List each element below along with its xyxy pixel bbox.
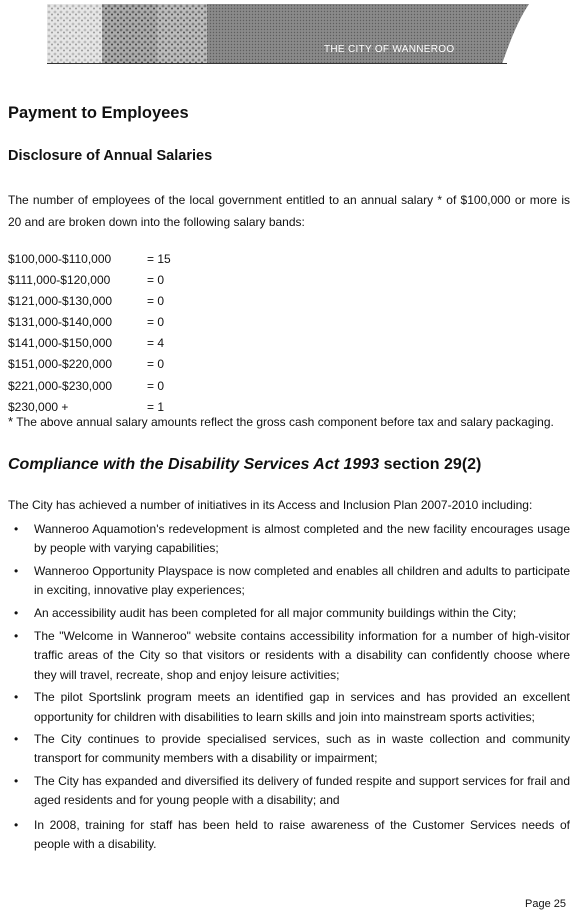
list-item-text: An accessibility audit has been completed for all major community buildings within the City; <box>34 605 517 620</box>
list-item-text: Wanneroo Aquamotion's redevelopment is almost completed and the new facility encourages usage by people with varying capabilities; <box>34 522 570 556</box>
salary-band-row <box>8 376 171 397</box>
banner-graphic <box>47 4 529 64</box>
list-item-text: The City has expanded and diversified its delivery of funded respite and support services for frail and aged residents and for young people with a disability; and <box>34 773 570 808</box>
bullet-icon: • <box>14 732 19 747</box>
list-item-text: The City continues to provide specialised services, such as in waste collection and community transport for community members with a disability or impairment; <box>34 732 570 766</box>
salary-band-row <box>8 249 171 270</box>
page-title: Payment to Employees <box>8 104 189 122</box>
list-item-text: The pilot Sportslink program meets an identified gap in services and has provided an excellent opportunity for children with disabilities to learn skills and join into mainstream sports activities; <box>34 690 570 724</box>
band-count: = 0 <box>147 315 165 330</box>
list-item <box>14 520 570 559</box>
band-count: = 4 <box>147 336 165 351</box>
banner-city-name: THE CITY OF WANNEROO <box>324 44 455 55</box>
band-range: $111,000-$120,000 <box>8 273 111 288</box>
disability-section-title <box>8 456 481 474</box>
band-range: $131,000-$140,000 <box>8 315 113 330</box>
bullet-icon: • <box>14 605 19 620</box>
list-item-text: The "Welcome in Wanneroo" website contains accessibility information for a number of high-visitor traffic areas of the City so that visitors or residents with a disability can confidently choose where they will travel, recreate, shop and enjoy leisure activities; <box>34 629 570 682</box>
section-subtitle: Disclosure of Annual Salaries <box>8 148 213 164</box>
bullet-icon: • <box>14 773 19 788</box>
list-item <box>14 604 570 623</box>
band-range: $221,000-$230,000 <box>8 378 113 393</box>
section-title-italic: Compliance with the Disability Services Act 1993 <box>8 456 380 473</box>
list-item <box>14 816 570 855</box>
list-item <box>14 562 570 601</box>
salary-bands-list <box>8 249 171 418</box>
salary-band-row <box>8 312 171 333</box>
disability-lead: The City has achieved a number of initiatives in its Access and Inclusion Plan 2007-2010 including: <box>8 498 533 512</box>
list-item <box>14 772 570 811</box>
band-range: $141,000-$150,000 <box>8 336 113 351</box>
list-item <box>14 730 570 769</box>
list-item-text: Wanneroo Opportunity Playspace is now completed and enables all children and adults to participate in exciting, innovative play experiences; <box>34 563 570 598</box>
page-number: Page 25 <box>525 898 566 910</box>
band-range: $100,000-$110,000 <box>8 252 112 266</box>
band-range: $151,000-$220,000 <box>8 357 113 372</box>
band-count: = 0 <box>147 294 165 309</box>
bullet-icon: • <box>14 563 19 578</box>
salary-band-row <box>8 270 171 291</box>
salary-band-row <box>8 354 171 375</box>
bullet-icon: • <box>14 817 19 832</box>
header-banner <box>47 4 529 64</box>
initiatives-list <box>14 520 570 855</box>
list-item <box>14 688 570 727</box>
footnote-text: The above annual salary amounts reflect the gross cash component before tax and salary packaging. <box>16 415 554 429</box>
band-count: = 0 <box>147 273 165 288</box>
footnote-marker: * <box>8 414 14 429</box>
band-count: = 1 <box>147 399 165 414</box>
salary-footnote <box>8 414 554 429</box>
band-range: $121,000-$130,000 <box>8 294 113 309</box>
list-item-text: In 2008, training for staff has been held to raise awareness of the Customer Services needs of people with a disability. <box>34 817 570 852</box>
band-count: = 0 <box>147 378 165 393</box>
salary-band-row <box>8 291 171 312</box>
band-range: $230,000 + <box>8 399 69 414</box>
band-count: = 0 <box>147 357 165 372</box>
section-title-plain: section 29(2) <box>383 456 482 473</box>
bullet-icon: • <box>14 522 19 536</box>
salary-band-row <box>8 333 171 354</box>
bullet-icon: • <box>14 629 19 644</box>
bullet-icon: • <box>14 690 19 705</box>
intro-paragraph: The number of employees of the local government entitled to an annual salary * of $100,000 or more is 20 and are broken down into the following salary bands: <box>8 193 570 229</box>
band-count: = 15 <box>147 252 171 266</box>
list-item <box>14 627 570 685</box>
